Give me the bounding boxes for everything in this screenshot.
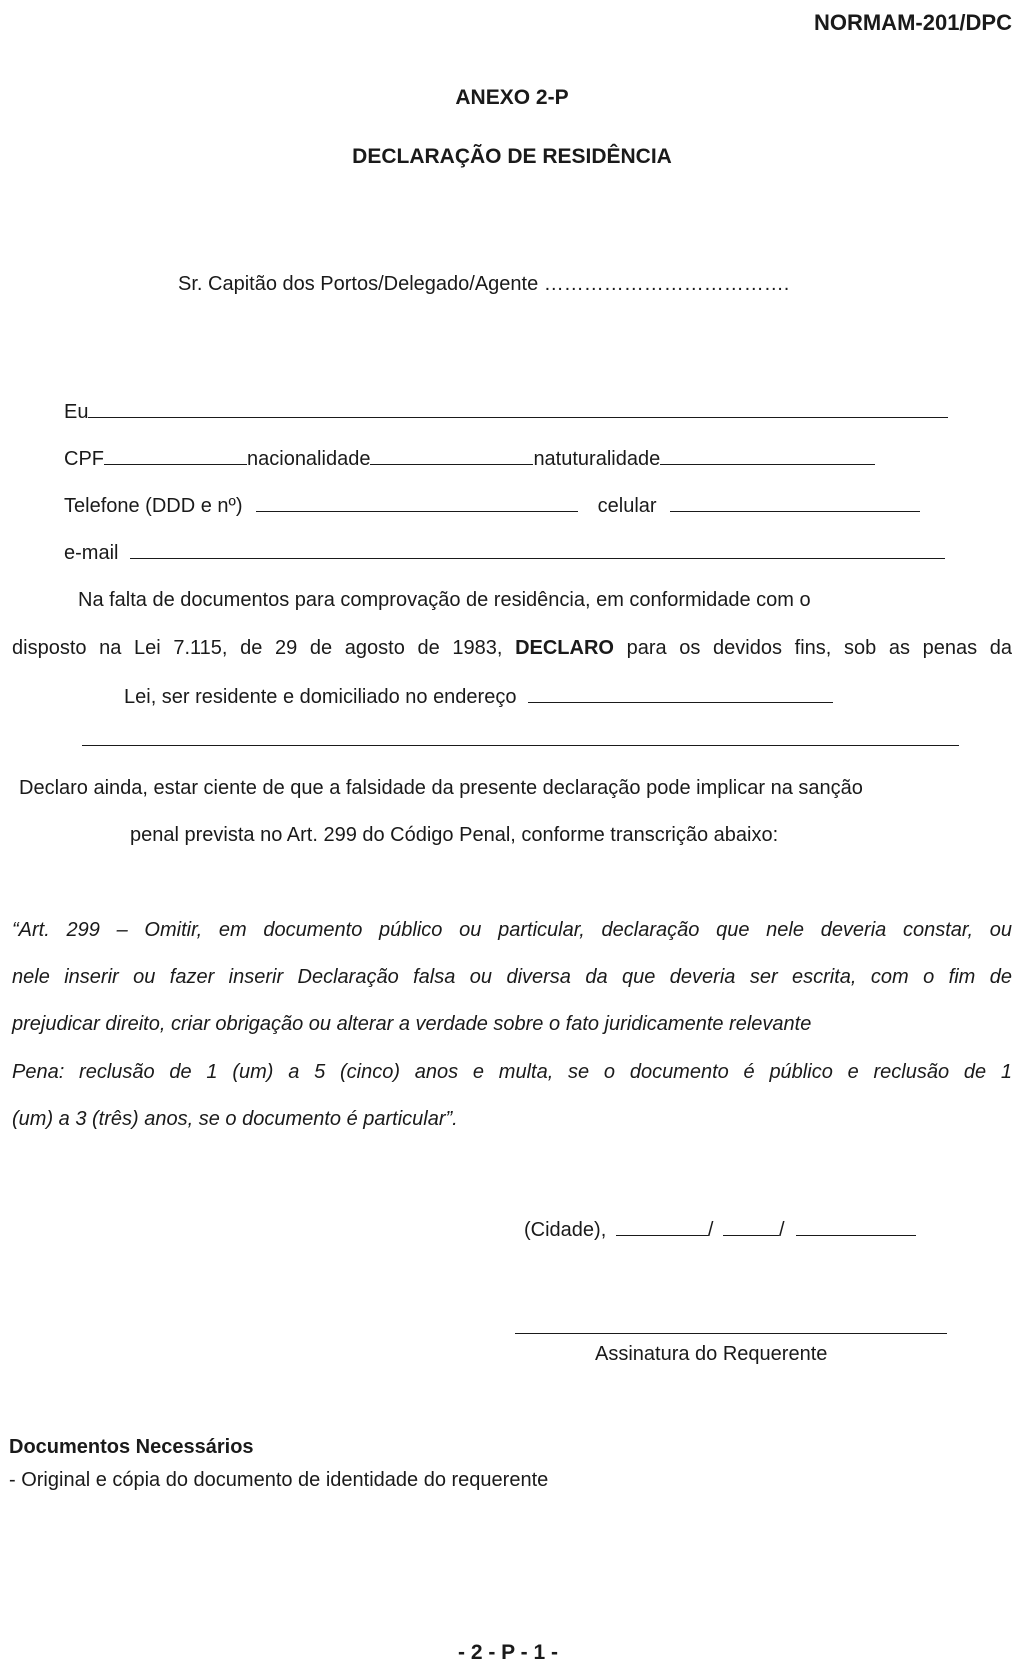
declaro-text: DECLARO [515, 637, 614, 659]
legal-quote-line-3: prejudicar direito, criar obrigação ou alterar a verdade sobre o fato juridicamente relevante [12, 1013, 812, 1035]
cpf-label: CPF [64, 448, 104, 470]
birthplace-label: natuturalidade [533, 448, 661, 470]
day-field[interactable] [616, 1218, 708, 1236]
month-field[interactable] [723, 1218, 779, 1236]
legal-quote-line-4: Pena: reclusão de 1 (um) a 5 (cinco) anos e multa, se o documento é público e reclusão de 1 [12, 1061, 1012, 1083]
email-field[interactable] [130, 541, 945, 559]
nationality-label: nacionalidade [247, 448, 371, 470]
legal-quote-line-2: nele inserir ou fazer inserir Declaração falsa ou diversa da que deveria ser escrita, com o fim de [12, 966, 1012, 988]
date-separator: / [778, 1219, 785, 1241]
address-field[interactable] [528, 685, 833, 703]
phone-field-row [64, 494, 920, 518]
documents-item: - Original e cópia do documento de identidade do requerente [9, 1469, 549, 1491]
name-field-row [64, 400, 948, 424]
declaration-line-3 [124, 685, 833, 709]
date-separator: / [707, 1219, 714, 1241]
name-label: Eu [64, 401, 89, 423]
mobile-field[interactable] [670, 494, 920, 512]
law-text: disposto na Lei 7.115, de 29 de agosto de 1983, [12, 637, 516, 659]
page-title: DECLARAÇÃO DE RESIDÊNCIA [352, 145, 672, 168]
email-field-row [64, 541, 945, 565]
birthplace-field[interactable] [660, 447, 875, 465]
city-label: (Cidade), [524, 1219, 607, 1241]
address-label: Lei, ser residente e domiciliado no endereço [124, 686, 517, 708]
date-line [524, 1218, 916, 1242]
penalty-text: para os devidos fins, sob as penas da [613, 637, 1012, 659]
phone-label: Telefone (DDD e nº) [64, 495, 243, 517]
year-field[interactable] [796, 1218, 916, 1236]
annex-title: ANEXO 2-P [455, 86, 569, 109]
addressee-line: Sr. Capitão dos Portos/Delegado/Agente ………………………………. [178, 273, 790, 295]
signature-label: Assinatura do Requerente [595, 1343, 828, 1365]
legal-quote-line-1: “Art. 299 – Omitir, em documento público ou particular, declaração que nele deveria constar, ou [12, 919, 1012, 941]
document-code: NORMAM-201/DPC [813, 10, 1012, 35]
email-label: e-mail [64, 542, 119, 564]
documents-title: Documentos Necessários [9, 1436, 254, 1458]
declaration-line-2 [12, 637, 1012, 660]
declaration-line-4: Declaro ainda, estar ciente de que a falsidade da presente declaração pode implicar na sanção [19, 777, 863, 799]
mobile-label: celular [597, 495, 657, 517]
page-number: - 2 - P - 1 - [458, 1641, 558, 1664]
nationality-field[interactable] [370, 447, 533, 465]
declaration-line-5: penal prevista no Art. 299 do Código Penal, conforme transcrição abaixo: [130, 824, 779, 846]
signature-line[interactable] [515, 1333, 947, 1334]
declaration-line-1: Na falta de documentos para comprovação de residência, em conformidade com o [78, 589, 811, 611]
address-field-continuation[interactable] [82, 745, 959, 746]
name-field[interactable] [88, 400, 948, 418]
cpf-field[interactable] [104, 447, 247, 465]
phone-field[interactable] [256, 494, 578, 512]
legal-quote-line-5: (um) a 3 (três) anos, se o documento é particular”. [12, 1108, 458, 1130]
id-field-row [64, 447, 875, 471]
